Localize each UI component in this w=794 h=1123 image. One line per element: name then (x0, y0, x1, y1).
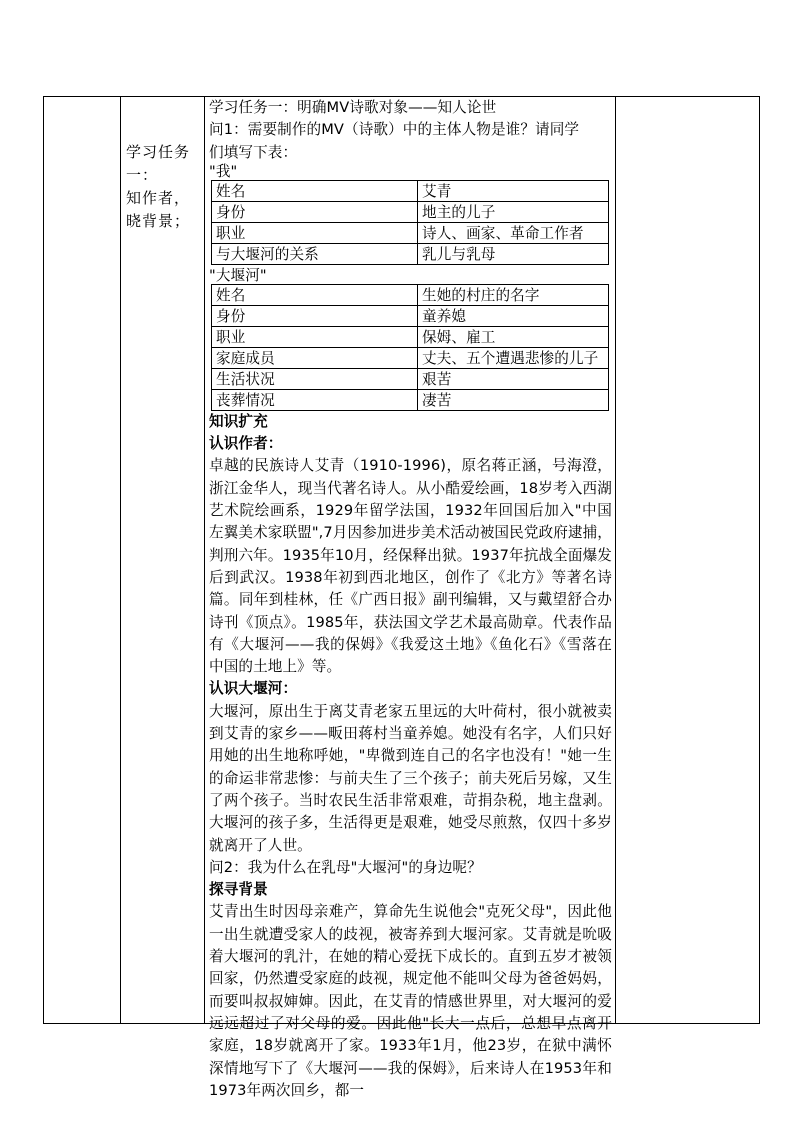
table-cell-key: 生活状况 (212, 368, 418, 389)
table-cell-key: 丧葬情况 (212, 389, 418, 410)
table-row (212, 389, 609, 410)
table-cell-value: 丈夫、五个遭遇悲惨的儿子 (418, 347, 609, 368)
column-divider (204, 97, 205, 1023)
table-row (212, 222, 609, 243)
task-label-column (126, 141, 200, 233)
task-title: 学习任务一：明确MV诗歌对象——知人论世 (209, 99, 497, 116)
author-paragraph: 卓越的民族诗人艾青（1910-1996)，原名蒋正涵，号海澄，浙江金华人，现当代著名诗人。从小酷爱绘画，18岁考入西湖艺术院绘画系，1929年留学法国，1932年回国后加入"中国左翼美术家联盟",7月因参加进步美术活动被国民党政府逮捕，判刑六年。1935年10月，经保释出狱。1937年抗战全面爆发后到武汉。1938年初到西北地区，创作了《北方》等著名诗篇。同年到桂林，任《广西日报》副刊编辑，又与戴望舒合办诗刊《顶点》。1985年，获法国文学艺术最高勋章。代表作品有《大堰河——我的保姆》《我爱这土地》《鱼化石》《雪落在中国的土地上》等。 (209, 457, 612, 676)
author-heading: 认识作者： (209, 435, 283, 453)
task-label-line: 一： (126, 166, 159, 184)
table-row (212, 368, 609, 389)
table-cell-key: 与大堰河的关系 (212, 243, 418, 264)
background-heading: 探寻背景 (209, 881, 268, 899)
task-content (209, 97, 612, 1102)
lesson-table (43, 96, 760, 1099)
task-label-line: 知作者， (126, 189, 191, 207)
knowledge-heading: 知识扩充 (209, 412, 268, 430)
table-row (212, 326, 609, 347)
table-cell-key: 家庭成员 (212, 347, 418, 368)
table-cell-value: 乳儿与乳母 (418, 243, 609, 264)
table-cell-value: 生她的村庄的名字 (418, 284, 609, 305)
table-dayanhe-caption: "大堰河" (209, 266, 267, 284)
table-cell-key: 职业 (212, 326, 418, 347)
question-1-line: 问1：需要制作的MV（诗歌）中的主体人物是谁？请同学 (209, 121, 580, 139)
table-row (212, 243, 609, 264)
table-cell-value: 童养媳 (418, 305, 609, 326)
task-label-line: 晓背景； (126, 212, 191, 230)
table-cell-value: 艾青 (418, 180, 609, 201)
table-row (212, 305, 609, 326)
table-me-caption: "我" (209, 162, 238, 180)
dayanhe-heading: 认识大堰河： (209, 680, 298, 698)
table-dayanhe (211, 284, 609, 411)
table-cell-key: 身份 (212, 305, 418, 326)
table-me (211, 180, 609, 265)
table-row (212, 180, 609, 201)
question-2: 问2：我为什么在乳母"大堰河"的身边呢？ (209, 858, 482, 876)
table-row (212, 284, 609, 305)
column-divider (120, 97, 121, 1023)
background-paragraph: 艾青出生时因母亲难产，算命先生说他会"克死父母"，因此他一出生就遭受家人的歧视，被寄养到大堰河家。艾青就是吮吸着大堰河的乳汁，在她的精心爱抚下成长的。直到五岁才被领回家，仍然遭受家庭的歧视，规定他不能叫父母为爸爸妈妈，而要叫叔叔婶婶。因此，在艾青的情感世界里，对大堰河的爱远远超过了对父母的爱。因此他"长大一点后，总想早点离开家庭，18岁就离开了家。1933年1月，他23岁，在狱中满怀深情地写下了《大堰河——我的保姆》，后来诗人在1953年和1973年两次回乡，都一 (209, 903, 612, 1099)
table-cell-key: 姓名 (212, 180, 418, 201)
question-1-line: 们填写下表： (209, 143, 298, 161)
table-row (212, 201, 609, 222)
dayanhe-paragraph: 大堰河，原出生于离艾青老家五里远的大叶荷村，很小就被卖到艾青的家乡——畈田蒋村当童养媳。她没有名字，人们只好用她的出生地称呼她，"卑微到连自己的名字也没有！"她一生的命运非常悲惨：与前夫生了三个孩子；前夫死后另嫁，又生了两个孩子。当时农民生活非常艰难，苛捐杂税，地主盘剥。大堰河的孩子多，生活得更是艰难，她受尽煎熬，仅四十多岁就离开了人世。 (209, 702, 612, 854)
task-label-line: 学习任务 (126, 143, 191, 161)
table-row (212, 347, 609, 368)
column-divider (615, 97, 616, 1023)
table-cell-value: 凄苦 (418, 389, 609, 410)
table-cell-value: 保姆、雇工 (418, 326, 609, 347)
table-cell-key: 身份 (212, 201, 418, 222)
table-cell-key: 姓名 (212, 284, 418, 305)
table-cell-value: 诗人、画家、革命工作者 (418, 222, 609, 243)
table-cell-value: 地主的儿子 (418, 201, 609, 222)
table-cell-value: 艰苦 (418, 368, 609, 389)
table-cell-key: 职业 (212, 222, 418, 243)
